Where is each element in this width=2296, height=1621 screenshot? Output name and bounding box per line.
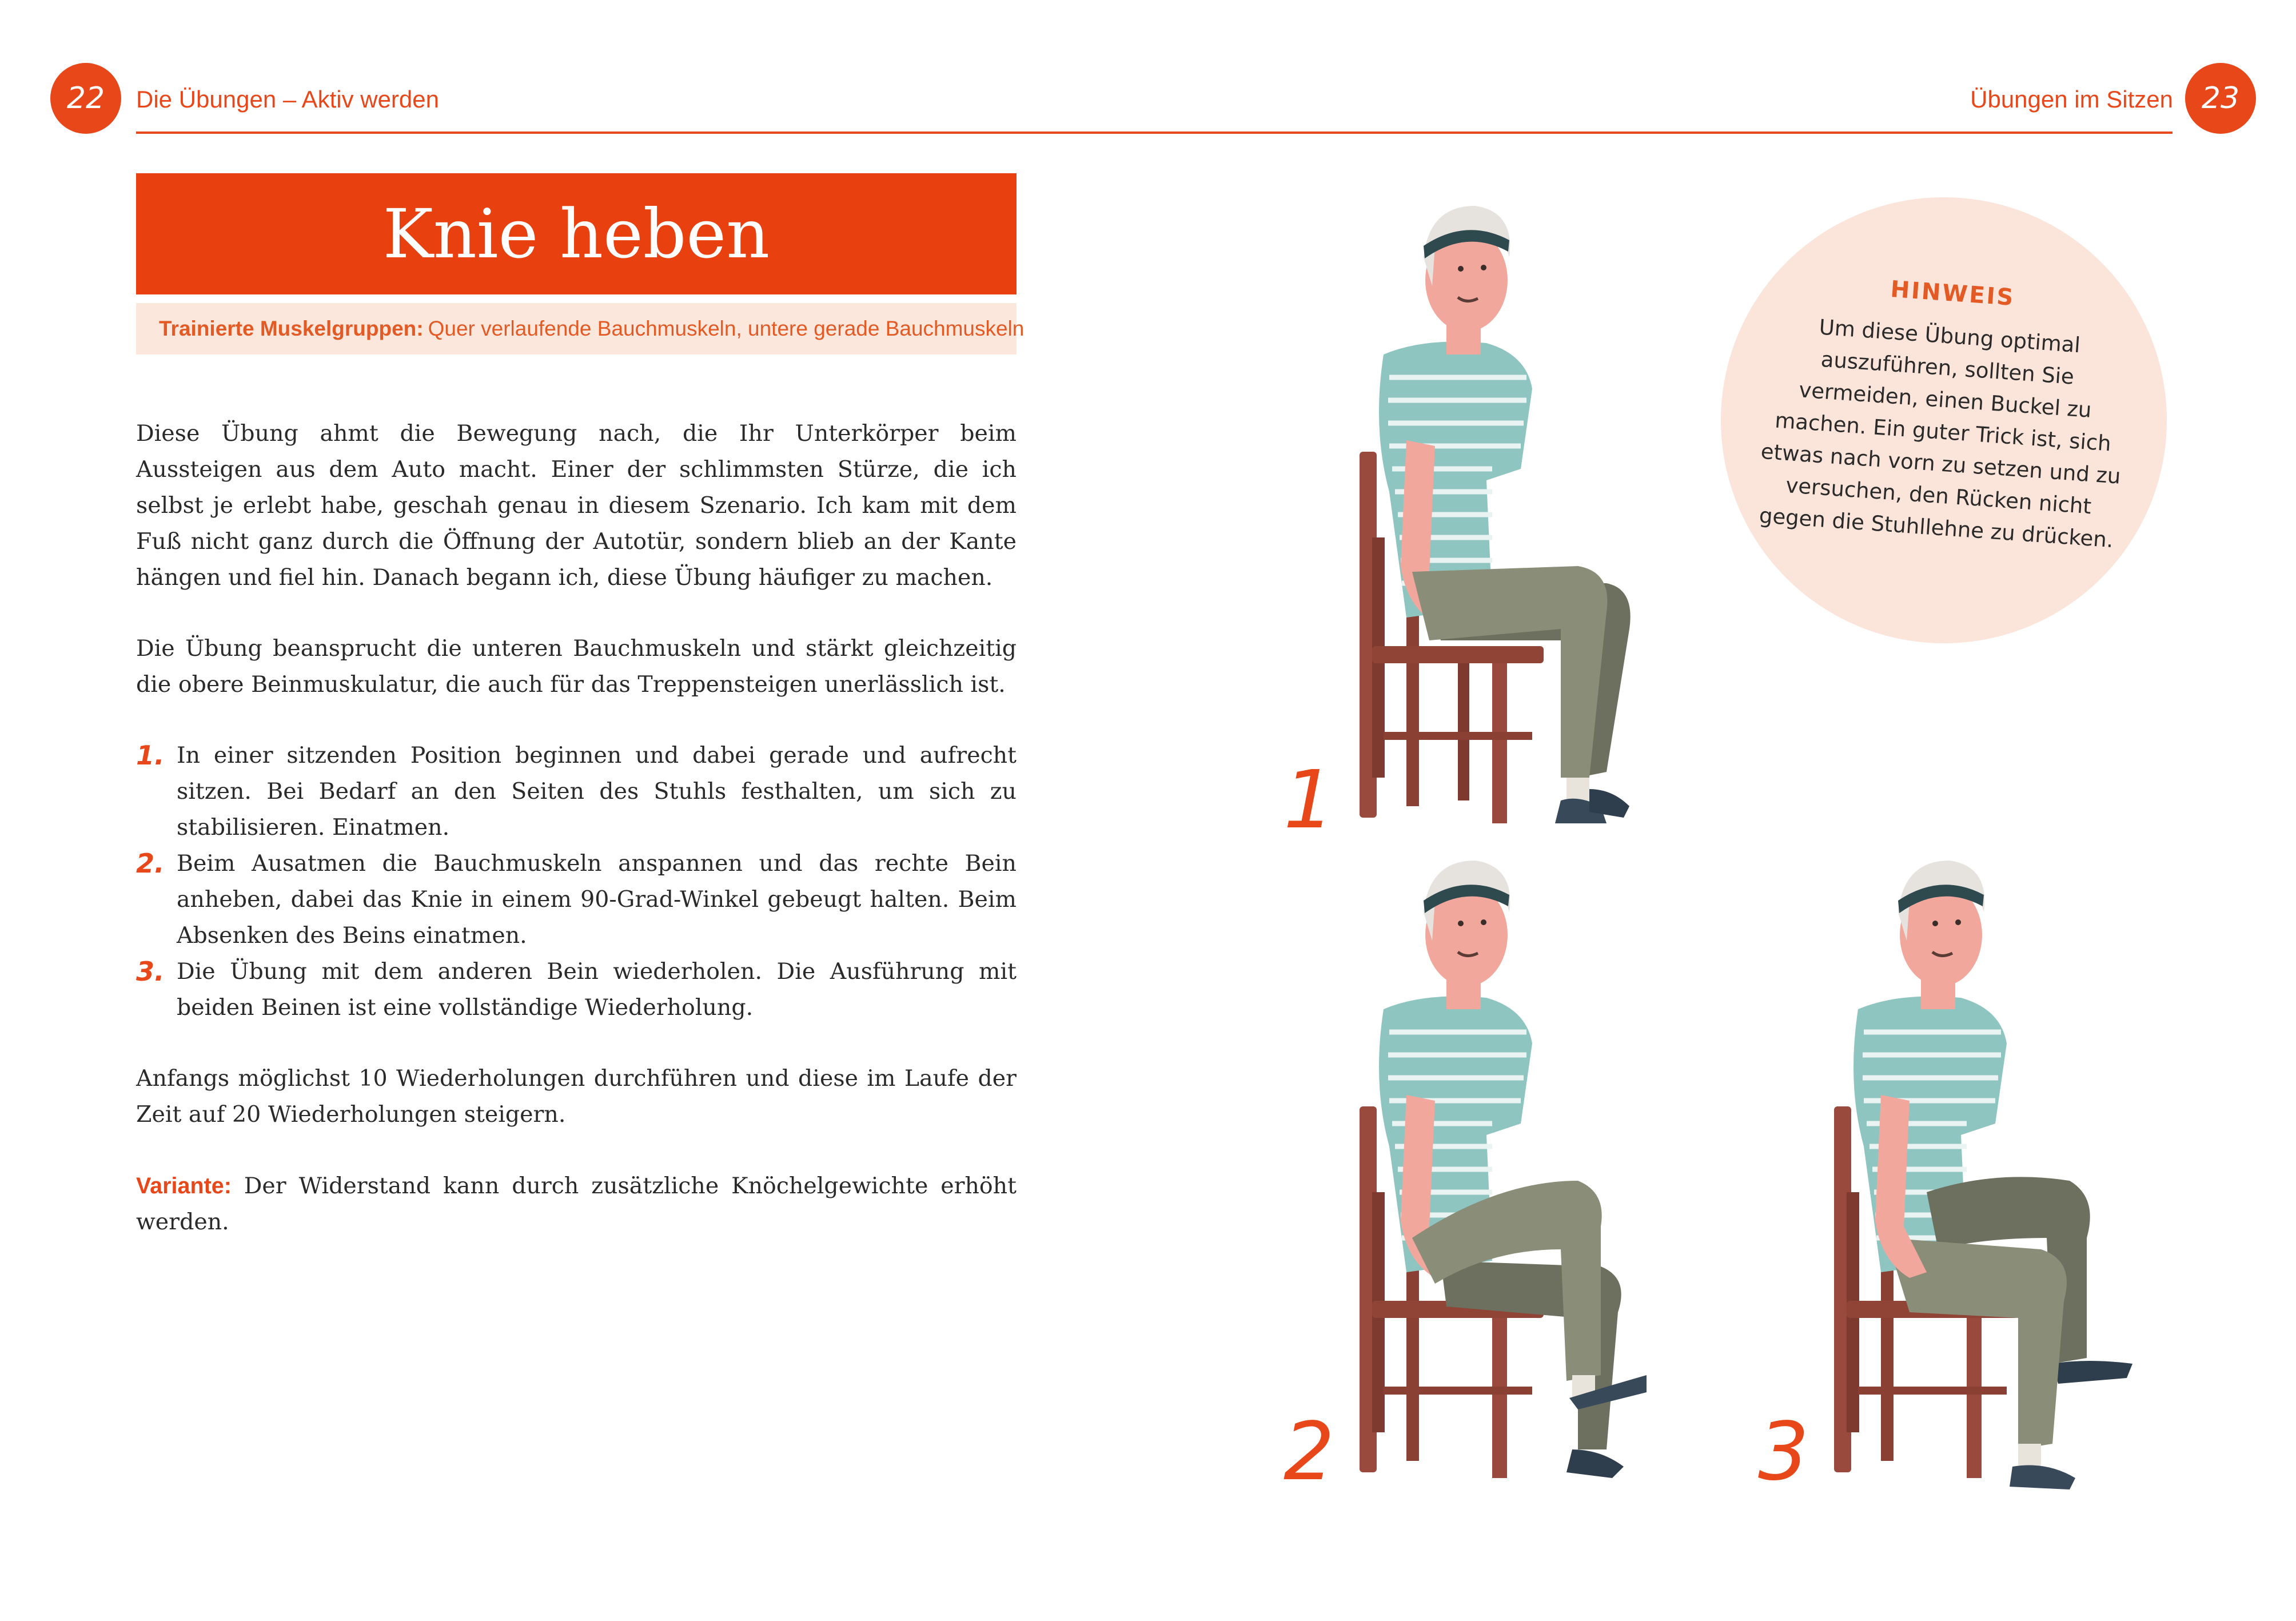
step-number: 1. xyxy=(136,740,165,771)
repetition-paragraph: Anfangs möglichst 10 Wiederholungen durchführen und diese im Laufe der Zeit auf 20 Wiederholungen steigern. xyxy=(136,1065,1017,1128)
step-3 xyxy=(136,954,1017,1026)
step-1 xyxy=(136,738,1017,846)
step-text: Beim Ausatmen die Bauchmuskeln anspannen und das rechte Bein anheben, dabei das Knie in einem 90-Grad-Winkel gebeugt halten. Beim Absenken des Beins einatmen. xyxy=(177,850,1017,949)
variant-label: Variante: xyxy=(136,1173,232,1198)
left-page-number: 22 xyxy=(50,63,121,134)
hint-box xyxy=(1706,182,2182,659)
figure-label-1: 1 xyxy=(1283,754,1335,847)
step-number: 3. xyxy=(136,956,165,987)
step-2 xyxy=(136,846,1017,954)
intro-paragraph: Diese Übung ahmt die Bewegung nach, die Ihr Unterkörper beim Aussteigen aus dem Auto macht. Einer der schlimmsten Stürze, die ich selbst je erlebt habe, geschah genau in diesem Szenario. Ich kam mit dem Fuß nicht ganz durch die Öffnung der Autotür, sondern blieb an der Kante hängen und fiel hin. Danach begann ich, diese Übung häufiger zu machen. xyxy=(136,420,1017,591)
step-number: 2. xyxy=(136,848,165,879)
right-running-head: Übungen im Sitzen xyxy=(1970,86,2173,113)
step-text: Die Übung mit dem anderen Bein wiederholen. Die Ausführung mit beiden Beinen ist eine vollständige Wiederholung. xyxy=(177,958,1017,1021)
figure-label-2: 2 xyxy=(1283,1405,1335,1499)
right-page-number: 23 xyxy=(2185,63,2256,134)
exercise-title: Knie heben xyxy=(136,173,1017,294)
muscle-groups-bar xyxy=(136,303,1025,355)
muscle-groups-label: Trainierte Muskelgruppen: xyxy=(159,317,424,340)
variant-text: Der Widerstand kann durch zusätzliche Knöchelgewichte erhöht werden. xyxy=(136,1173,1017,1235)
step-text: In einer sitzenden Position beginnen und dabei gerade und aufrecht sitzen. Bei Bedarf an den Seiten des Stuhls festhalten, um sich zu stabilisieren. Einatmen. xyxy=(177,742,1017,841)
figure-2-right-knee-raised-illustration xyxy=(1338,826,1692,1489)
figure-1-seated-illustration xyxy=(1338,172,1692,835)
figure-label-3: 3 xyxy=(1758,1405,1809,1499)
benefit-paragraph: Die Übung beansprucht die unteren Bauchmuskeln und stärkt gleichzeitig die obere Beinmuskulatur, die auch für das Treppensteigen unerlässlich ist. xyxy=(136,635,1017,698)
figure-3-left-knee-raised-illustration xyxy=(1812,826,2167,1489)
left-running-head: Die Übungen – Aktiv werden xyxy=(136,86,439,113)
hint-title: HINWEIS xyxy=(1890,276,2016,312)
hint-text: Um diese Übung optimal auszuführen, sollten Sie vermeiden, einen Buckel zu machen. Ein guter Trick ist, sich etwas nach vorn zu setzen und zu versuchen, den Rücken nicht gegen die Stuhllehne zu drücken. xyxy=(1758,314,2122,553)
variant-paragraph xyxy=(136,1168,1017,1240)
muscle-groups-value: Quer verlaufende Bauchmuskeln, untere gerade Bauchmuskeln xyxy=(428,317,1025,340)
header-rule xyxy=(136,132,2173,134)
